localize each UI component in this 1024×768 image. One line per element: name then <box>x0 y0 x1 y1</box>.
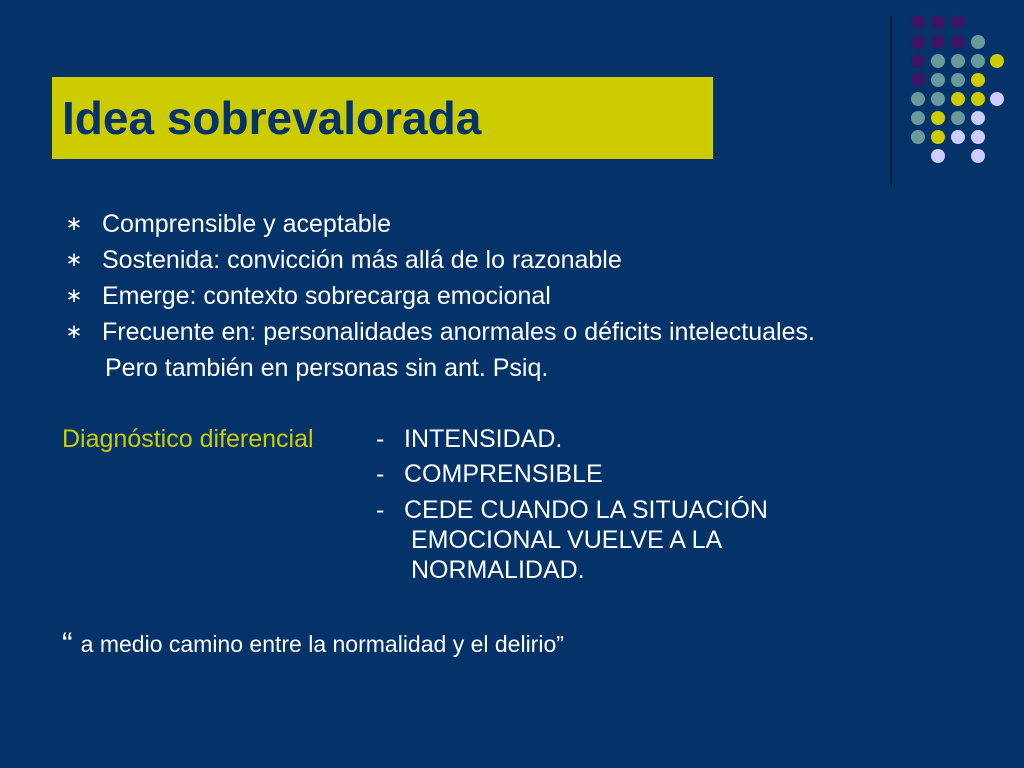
diagnosis-item-comprensible <box>376 459 603 489</box>
decorative-dot <box>971 35 985 49</box>
diagnosis-label: Diagnóstico diferencial <box>62 425 314 453</box>
decorative-dot <box>971 54 985 68</box>
decorative-dot <box>911 15 925 29</box>
bullet-item <box>62 242 982 278</box>
dash: - <box>376 425 385 453</box>
bullet-list <box>62 206 982 350</box>
quote-text: a medio camino entre la normalidad y el delirio” <box>80 631 564 657</box>
asterisk-bullet-icon: ∗ <box>65 321 83 343</box>
decorative-dot <box>931 54 945 68</box>
decorative-dot <box>951 54 965 68</box>
decorative-dot <box>911 92 925 106</box>
quote-open-mark: “ <box>62 626 73 662</box>
bullet-item <box>62 314 982 350</box>
decorative-dot <box>951 111 965 125</box>
quote <box>62 624 564 664</box>
decorative-dot <box>951 15 965 29</box>
page-title: Idea sobrevalorada <box>62 92 482 144</box>
bullet-text: Frecuente en: personalidades anormales o déficits intelectuales. <box>102 318 815 346</box>
decorative-dot <box>911 35 925 49</box>
asterisk-bullet-icon: ∗ <box>65 285 83 307</box>
decorative-dot <box>951 73 965 87</box>
decorative-dot <box>931 111 945 125</box>
decorative-dot <box>971 92 985 106</box>
decorative-dot <box>971 73 985 87</box>
diagnosis-item-continuation: NORMALIDAD. <box>411 556 585 584</box>
decorative-dot <box>931 35 945 49</box>
asterisk-bullet-icon: ∗ <box>65 213 83 235</box>
decorative-dot <box>911 130 925 144</box>
decorative-dot <box>990 54 1004 68</box>
decorative-dot <box>951 35 965 49</box>
bullet-continuation: Pero también en personas sin ant. Psiq. <box>105 354 549 382</box>
dash: - <box>376 460 385 488</box>
decorative-dot <box>951 92 965 106</box>
decorative-dot <box>951 130 965 144</box>
decorative-dot <box>931 15 945 29</box>
decorative-dot <box>990 92 1004 106</box>
decorative-dot <box>971 111 985 125</box>
decorative-dot <box>931 149 945 163</box>
diagnosis-item-text: COMPRENSIBLE <box>404 460 603 488</box>
diagnosis-item-intensidad <box>376 424 562 454</box>
decorative-vertical-line <box>890 16 892 186</box>
bullet-text: Emerge: contexto sobrecarga emocional <box>102 282 551 310</box>
decorative-dot <box>931 92 945 106</box>
decorative-dot <box>971 130 985 144</box>
diagnosis-item-text: CEDE CUANDO LA SITUACIÓN <box>404 496 768 524</box>
decorative-dot <box>971 149 985 163</box>
asterisk-bullet-icon: ∗ <box>65 249 83 271</box>
diagnosis-item-text: INTENSIDAD. <box>404 425 563 453</box>
bullet-text: Comprensible y aceptable <box>102 210 392 238</box>
bullet-text: Sostenida: convicción más allá de lo razonable <box>102 246 622 274</box>
title-banner <box>52 77 713 159</box>
decorative-dot <box>931 73 945 87</box>
bullet-item <box>62 206 982 242</box>
diagnosis-item-cede <box>376 495 768 525</box>
decorative-dot <box>931 130 945 144</box>
bullet-item <box>62 278 982 314</box>
decorative-dot <box>911 54 925 68</box>
decorative-dot <box>911 111 925 125</box>
dash: - <box>376 496 385 524</box>
diagnosis-item-continuation: EMOCIONAL VUELVE A LA <box>411 526 723 554</box>
decorative-dot <box>911 73 925 87</box>
